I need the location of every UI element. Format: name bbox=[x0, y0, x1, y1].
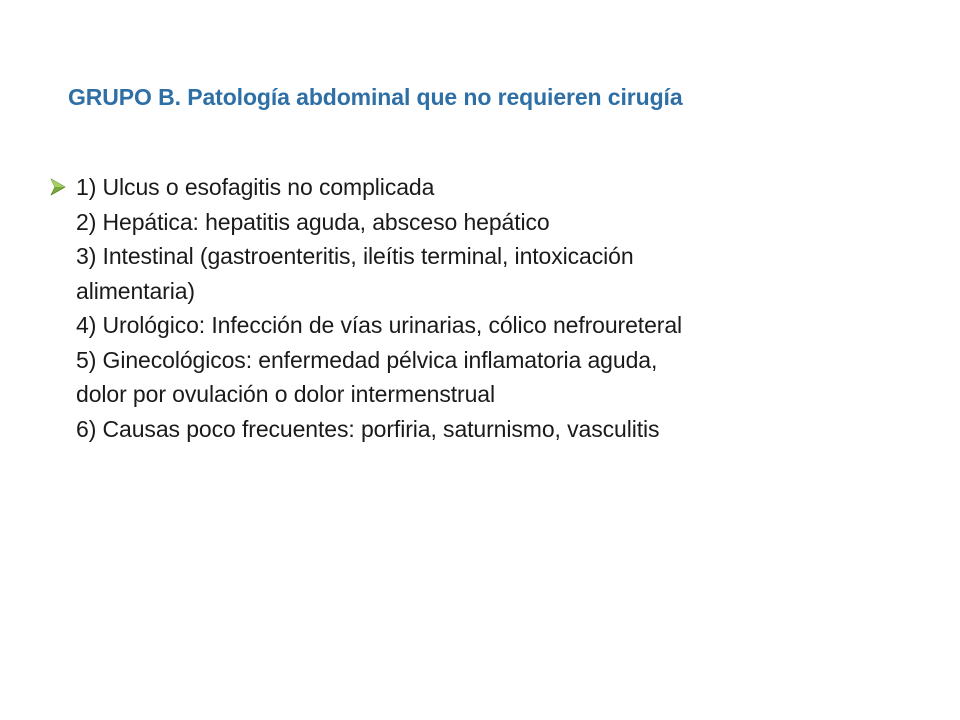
bullet-line-2: 2) Hepática: hepatitis aguda, absceso hepático bbox=[76, 208, 550, 235]
bullet-text bbox=[76, 170, 682, 446]
bullet-line-1: 1) Ulcus o esofagitis no complicada bbox=[76, 174, 435, 200]
bullet-line-6: 5) Ginecológicos: enfermedad pélvica inflamatoria aguda, bbox=[76, 346, 658, 373]
slide-title: GRUPO B. Patología abdominal que no requieren cirugía bbox=[68, 84, 683, 110]
bullet-line-5: 4) Urológico: Infección de vías urinarias, cólico nefroureteral bbox=[76, 312, 683, 338]
bullet-line-7: dolor por ovulación o dolor intermenstrual bbox=[76, 381, 495, 407]
arrow-bullet-icon bbox=[50, 178, 66, 196]
bullet-line-8: 6) Causas poco frecuentes: porfiria, saturnismo, vasculitis bbox=[76, 415, 660, 442]
bullet-line-3: 3) Intestinal (gastroenteritis, ileítis terminal, intoxicación bbox=[76, 243, 634, 269]
bullet-line-4: alimentaria) bbox=[76, 277, 195, 304]
